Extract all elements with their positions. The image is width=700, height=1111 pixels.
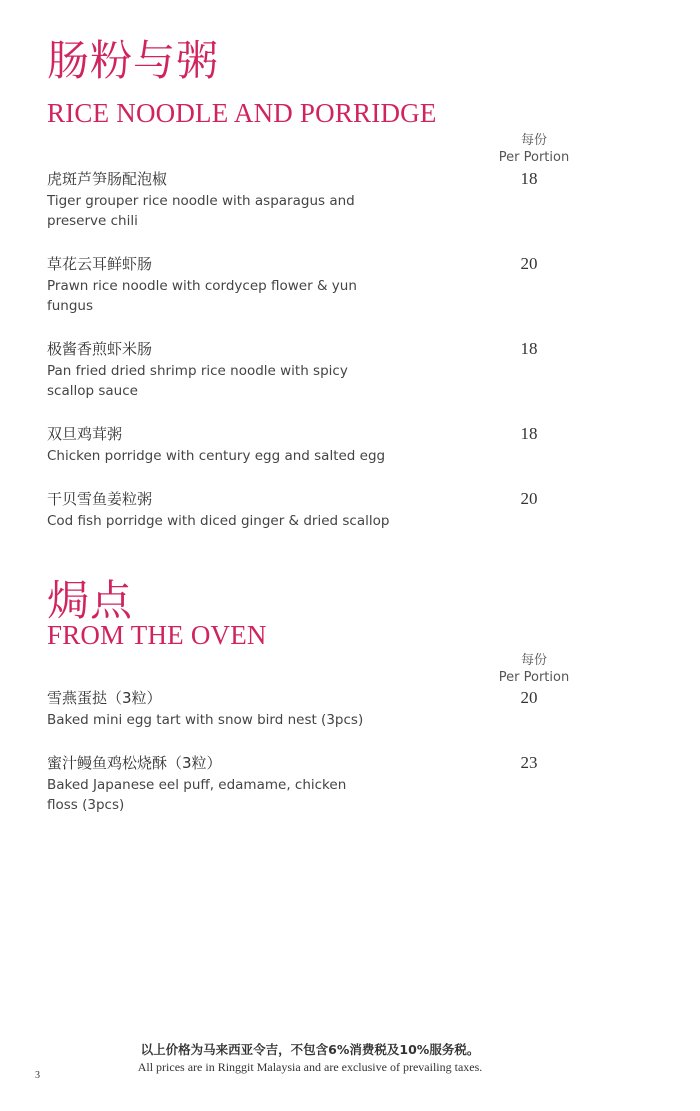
- page-number: 3: [35, 1070, 40, 1081]
- section-from-the-oven: [47, 576, 607, 813]
- item-name-en: Baked Japanese eel puff, edamame, chicken floss (3pcs): [47, 777, 347, 813]
- menu-item: [47, 688, 587, 730]
- section-rice-noodle-porridge: [47, 36, 607, 529]
- section-title-zh: 焗点: [47, 576, 134, 625]
- portion-label-zh: 每份: [520, 653, 547, 668]
- item-name-zh: 极酱香煎虾米肠: [47, 340, 153, 358]
- portion-header: [494, 132, 574, 166]
- item-name-zh: 雪燕蛋挞（3粒）: [47, 689, 162, 707]
- section-title-en: FROM THE OVEN: [47, 620, 267, 650]
- item-price: 18: [520, 339, 538, 358]
- item-price: 23: [520, 753, 538, 772]
- menu-item: [47, 753, 587, 815]
- item-name-en: Prawn rice noodle with cordycep flower & yun fungus: [47, 278, 357, 314]
- item-name-zh: 干贝雪鱼姜粒粥: [47, 490, 153, 508]
- item-price: 20: [520, 254, 538, 273]
- portion-label-en: Per Portion: [498, 150, 570, 165]
- item-price: 18: [520, 424, 538, 443]
- section-title-zh: 肠粉与粥: [47, 36, 220, 85]
- menu-item: [47, 169, 587, 231]
- menu-item: [47, 424, 587, 466]
- menu-item: [47, 339, 587, 401]
- menu-item: [47, 489, 587, 531]
- portion-header: [494, 652, 574, 686]
- item-name-en: Baked mini egg tart with snow bird nest (3pcs): [47, 712, 364, 728]
- item-name-zh: 蜜汁鳗鱼鸡松烧酥（3粒）: [47, 754, 222, 772]
- section-title-en: RICE NOODLE AND PORRIDGE: [47, 98, 437, 128]
- item-name-en: Tiger grouper rice noodle with asparagus and preserve chili: [47, 193, 355, 229]
- item-price: 18: [520, 169, 538, 188]
- item-name-zh: 虎斑芦笋肠配泡椒: [47, 170, 168, 188]
- item-name-zh: 草花云耳鲜虾肠: [47, 255, 153, 273]
- item-name-en: Pan fried dried shrimp rice noodle with spicy scallop sauce: [47, 363, 348, 399]
- item-name-en: Cod fish porridge with diced ginger & dried scallop: [47, 513, 390, 529]
- menu-item: [47, 254, 587, 316]
- portion-label-en: Per Portion: [498, 670, 570, 685]
- item-price: 20: [520, 688, 538, 707]
- item-name-zh: 双旦鸡茸粥: [47, 425, 123, 443]
- portion-label-zh: 每份: [520, 133, 547, 148]
- tax-note-en: All prices are in Ringgit Malaysia and are exclusive of prevailing taxes.: [137, 1060, 483, 1074]
- tax-note-zh: 以上价格为马来西亚令吉，不包含6%消费税及10%服务税。: [140, 1042, 480, 1057]
- item-price: 20: [520, 489, 538, 508]
- item-name-en: Chicken porridge with century egg and salted egg: [47, 448, 386, 464]
